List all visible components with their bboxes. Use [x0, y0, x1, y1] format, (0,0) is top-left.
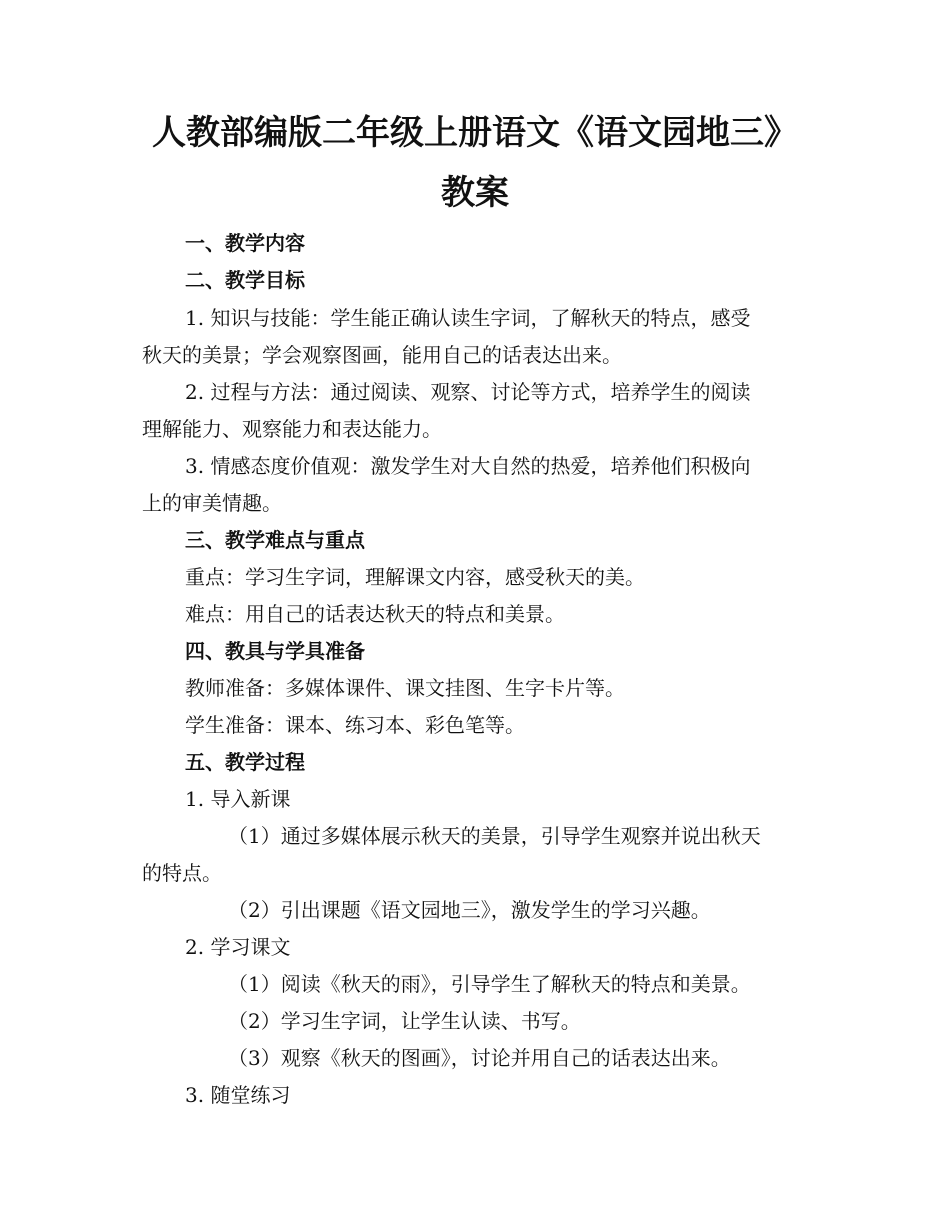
- process-step-3: 3. 随堂练习: [185, 1083, 291, 1107]
- focus-point-text: 重点：学习生字词，理解课文内容，感受秋天的美。: [185, 565, 645, 589]
- section-heading-preparation: 四、教具与学具准备: [185, 639, 365, 663]
- process-step-2-item-2: （2）学习生字词，让学生认读、书写。: [228, 1009, 581, 1033]
- process-step-2-item-1: （1）阅读《秋天的雨》，引导学生了解秋天的特点和美景。: [228, 972, 751, 996]
- teacher-preparation-text: 教师准备：多媒体课件、课文挂图、生字卡片等。: [185, 676, 625, 700]
- document-title-line-1: 人教部编版二年级上册语文《语文园地三》: [152, 113, 798, 153]
- section-heading-key-points: 三、教学难点与重点: [185, 528, 365, 552]
- objective-2-text: 2. 过程与方法：通过阅读、观察、讨论等方式，培养学生的阅读: [185, 380, 751, 404]
- process-step-1-item-2: （2）引出课题《语文园地三》，激发学生的学习兴趣。: [228, 898, 711, 922]
- objective-3-text-cont: 上的审美情趣。: [142, 491, 282, 515]
- process-step-1-item-1-cont: 的特点。: [142, 861, 222, 885]
- process-step-2-item-3: （3）观察《秋天的图画》，讨论并用自己的话表达出来。: [228, 1046, 731, 1070]
- difficulty-point-text: 难点：用自己的话表达秋天的特点和美景。: [185, 602, 565, 626]
- objective-1-text-cont: 秋天的美景；学会观察图画，能用自己的话表达出来。: [142, 343, 622, 367]
- section-heading-process: 五、教学过程: [185, 750, 305, 774]
- document-title-line-2: 教案: [441, 173, 509, 213]
- process-step-2: 2. 学习课文: [185, 935, 291, 959]
- student-preparation-text: 学生准备：课本、练习本、彩色笔等。: [185, 713, 525, 737]
- objective-2-text-cont: 理解能力、观察能力和表达能力。: [142, 417, 442, 441]
- objective-1-text: 1. 知识与技能：学生能正确认读生字词，了解秋天的特点，感受: [185, 306, 751, 330]
- objective-3-text: 3. 情感态度价值观：激发学生对大自然的热爱，培养他们积极向: [185, 454, 751, 478]
- process-step-1: 1. 导入新课: [185, 787, 291, 811]
- section-heading-objectives: 二、教学目标: [185, 268, 305, 292]
- process-step-1-item-1: （1）通过多媒体展示秋天的美景，引导学生观察并说出秋天: [228, 824, 761, 848]
- section-heading-content: 一、教学内容: [185, 231, 305, 255]
